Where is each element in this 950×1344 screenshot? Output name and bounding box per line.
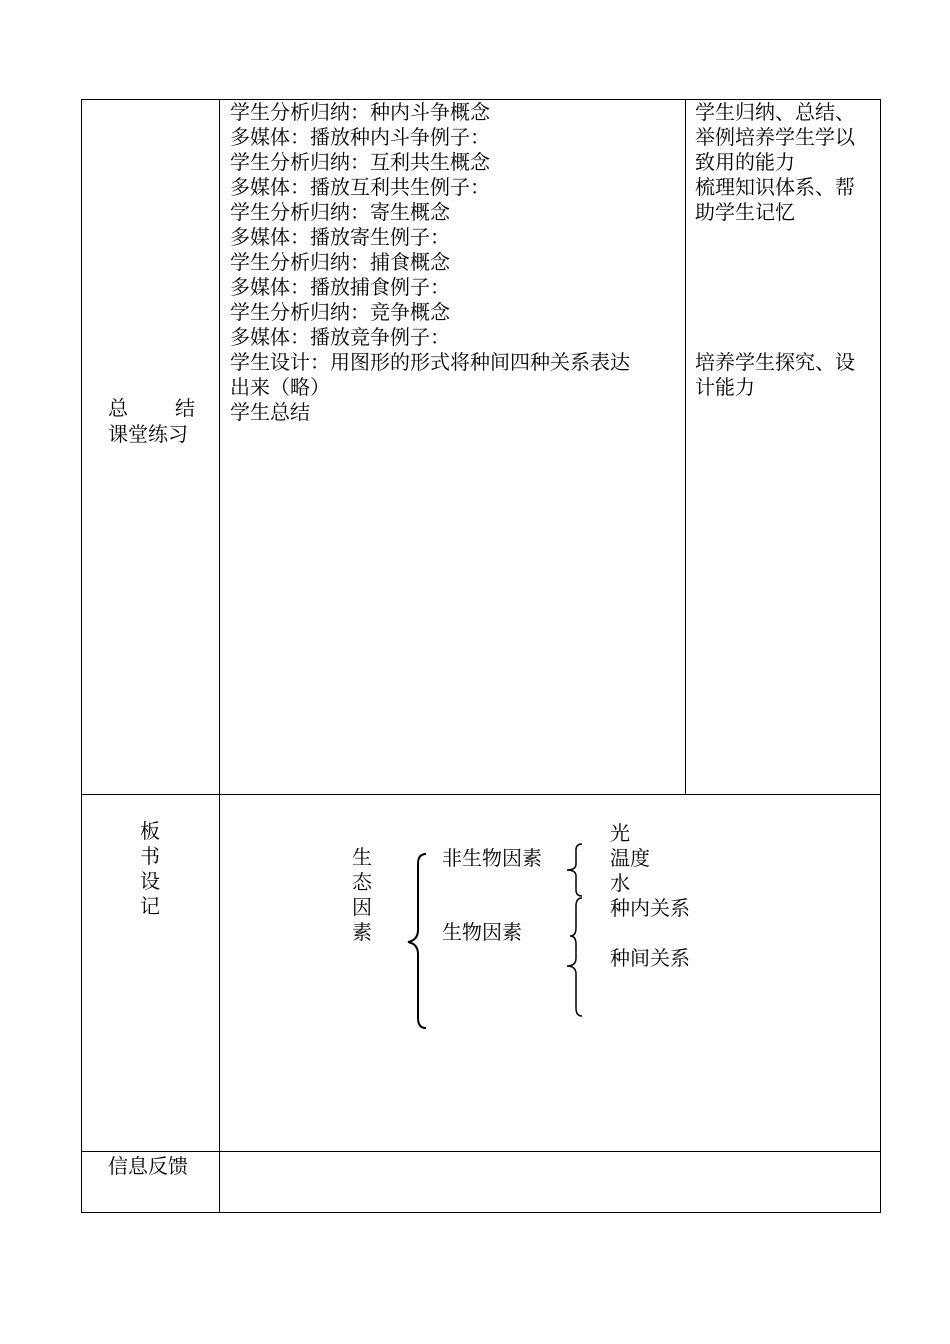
summary-label-char-right: 结 [175,396,195,420]
activity-line: 学生总结 [230,400,310,424]
abiotic-item-water: 水 [610,871,630,895]
activity-line: 出来（略） [230,375,330,399]
abiotic-item-light: 光 [610,821,630,845]
activity-line: 多媒体：播放竞争例子： [230,325,450,349]
root-char: 生 [352,845,372,869]
abiotic-brace [562,842,588,898]
activity-line: 学生分析归纳：寄生概念 [230,200,450,224]
activity-line: 学生分析归纳：捕食概念 [230,250,450,274]
board-label-char: 记 [140,894,160,918]
activity-line: 多媒体：播放捕食例子： [230,275,450,299]
table-border-left [81,99,82,1213]
purpose-line: 学生归纳、总结、 [695,100,855,124]
activity-line: 多媒体：播放互利共生例子： [230,175,490,199]
biotic-factors-label: 生物因素 [442,920,522,944]
activity-line: 多媒体：播放种内斗争例子： [230,125,490,149]
table-divider-summary-board [81,794,881,795]
root-char: 态 [352,870,372,894]
board-label-char: 设 [140,869,160,893]
activity-line: 学生分析归纳：种内斗争概念 [230,100,490,124]
purpose-line: 助学生记忆 [695,200,795,224]
biotic-brace [562,896,588,1020]
board-design-label [140,819,160,919]
table-divider-label-column [219,99,220,1213]
big-brace [402,852,432,1032]
biotic-item-interspecific: 种间关系 [610,946,690,970]
feedback-label: 信息反馈 [108,1154,188,1178]
activity-line: 学生分析归纳：互利共生概念 [230,150,490,174]
abiotic-factors-label: 非生物因素 [442,846,542,870]
purpose-line: 梳理知识体系、帮 [695,175,855,199]
summary-label-char-left: 总 [108,396,128,420]
purpose-line: 举例培养学生学以 [695,125,855,149]
biotic-item-intraspecific: 种内关系 [610,896,690,920]
board-label-char: 书 [140,844,160,868]
purpose-line: 致用的能力 [695,150,795,174]
root-char: 素 [352,920,372,944]
table-border-bottom [81,1212,881,1213]
diagram-root-ecological-factors [352,845,372,945]
purpose-line: 计能力 [695,375,755,399]
table-divider-purpose-column [685,99,686,795]
purpose-notes-1 [695,100,855,225]
summary-activities [230,100,630,425]
summary-label-practice: 课堂练习 [108,422,188,446]
feedback-content-cell [220,1152,880,1212]
board-label-char: 板 [140,819,160,843]
purpose-line: 培养学生探究、设 [695,350,855,374]
root-char: 因 [352,895,372,919]
table-border-right [880,99,881,1213]
activity-line: 学生设计：用图形的形式将种间四种关系表达 [230,350,630,374]
activity-line: 多媒体：播放寄生例子： [230,225,450,249]
purpose-notes-2 [695,350,855,400]
abiotic-item-temperature: 温度 [610,846,650,870]
activity-line: 学生分析归纳：竞争概念 [230,300,450,324]
